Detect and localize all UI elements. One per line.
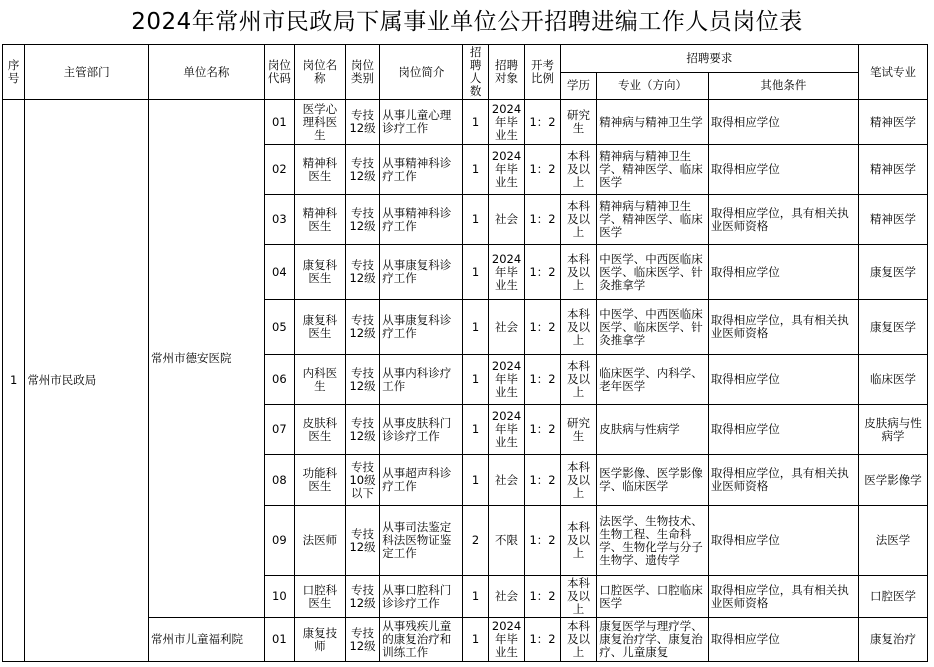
header-requirements: 招聘要求 bbox=[560, 45, 858, 73]
post-target: 社会 bbox=[488, 195, 525, 245]
post-ratio: 1：2 bbox=[525, 576, 560, 618]
header-post-name: 岗位名称 bbox=[295, 45, 346, 100]
post-target: 2024年毕业生 bbox=[488, 405, 525, 455]
post-target: 2024年毕业生 bbox=[488, 145, 525, 195]
post-type: 专技12级 bbox=[345, 245, 379, 300]
positions-table bbox=[2, 44, 928, 662]
post-exam: 医学影像学 bbox=[858, 455, 927, 506]
post-count: 1 bbox=[463, 576, 488, 618]
post-desc: 从事精神科诊疗工作 bbox=[380, 195, 463, 245]
dept-cell: 常州市民政局 bbox=[25, 100, 149, 662]
post-desc: 从事皮肤科门诊诊疗工作 bbox=[380, 405, 463, 455]
header-exam: 笔试专业 bbox=[858, 45, 927, 100]
post-count: 1 bbox=[463, 455, 488, 506]
post-ratio: 1：2 bbox=[525, 245, 560, 300]
post-edu: 本科及以上 bbox=[560, 455, 597, 506]
post-desc: 从事口腔科门诊诊疗工作 bbox=[380, 576, 463, 618]
post-major: 医学影像、医学影像学、临床医学 bbox=[597, 455, 709, 506]
post-edu: 本科及以上 bbox=[560, 195, 597, 245]
header-post-code: 岗位代码 bbox=[264, 45, 294, 100]
post-ratio: 1：2 bbox=[525, 195, 560, 245]
post-other: 取得相应学位 bbox=[708, 405, 858, 455]
header-post-type: 岗位类别 bbox=[345, 45, 379, 100]
post-edu: 研究生 bbox=[560, 100, 597, 145]
post-count: 1 bbox=[463, 100, 488, 145]
post-count: 1 bbox=[463, 618, 488, 662]
post-code: 10 bbox=[264, 576, 294, 618]
post-edu: 研究生 bbox=[560, 405, 597, 455]
post-name: 康复科医生 bbox=[295, 245, 346, 300]
post-count: 2 bbox=[463, 506, 488, 576]
post-target: 社会 bbox=[488, 576, 525, 618]
header-target: 招聘对象 bbox=[488, 45, 525, 100]
post-major: 法医学、生物技术、生物工程、生命科学、生物化学与分子生物学、遗传学 bbox=[597, 506, 709, 576]
post-major: 中医学、中西医临床医学、临床医学、针灸推拿学 bbox=[597, 300, 709, 355]
post-count: 1 bbox=[463, 355, 488, 405]
post-name: 医学心理科医生 bbox=[295, 100, 346, 145]
post-code: 02 bbox=[264, 145, 294, 195]
post-code: 05 bbox=[264, 300, 294, 355]
post-edu: 本科及以上 bbox=[560, 355, 597, 405]
post-name: 康复技师 bbox=[295, 618, 346, 662]
post-exam: 口腔医学 bbox=[858, 576, 927, 618]
post-type: 专技12级 bbox=[345, 355, 379, 405]
post-exam: 临床医学 bbox=[858, 355, 927, 405]
header-edu: 学历 bbox=[560, 72, 597, 100]
post-ratio: 1：2 bbox=[525, 618, 560, 662]
post-name: 康复科医生 bbox=[295, 300, 346, 355]
post-exam: 康复医学 bbox=[858, 245, 927, 300]
post-edu: 本科及以上 bbox=[560, 300, 597, 355]
post-target: 2024年毕业生 bbox=[488, 618, 525, 662]
post-other: 取得相应学位，具有相关执业医师资格 bbox=[708, 576, 858, 618]
post-edu: 本科及以上 bbox=[560, 576, 597, 618]
post-ratio: 1：2 bbox=[525, 145, 560, 195]
post-other: 取得相应学位，具有相关执业医师资格 bbox=[708, 195, 858, 245]
post-edu: 本科及以上 bbox=[560, 145, 597, 195]
post-ratio: 1：2 bbox=[525, 100, 560, 145]
post-name: 口腔科医生 bbox=[295, 576, 346, 618]
post-count: 1 bbox=[463, 245, 488, 300]
post-desc: 从事内科诊疗工作 bbox=[380, 355, 463, 405]
post-other: 取得相应学位，具有相关执业医师资格 bbox=[708, 455, 858, 506]
post-exam: 精神医学 bbox=[858, 195, 927, 245]
seq-cell: 1 bbox=[3, 100, 25, 662]
post-count: 1 bbox=[463, 405, 488, 455]
post-type: 专技12级 bbox=[345, 100, 379, 145]
post-major: 精神病与精神卫生学 bbox=[597, 100, 709, 145]
post-other: 取得相应学位 bbox=[708, 100, 858, 145]
post-target: 不限 bbox=[488, 506, 525, 576]
header-other: 其他条件 bbox=[708, 72, 858, 100]
post-name: 法医师 bbox=[295, 506, 346, 576]
post-exam: 精神医学 bbox=[858, 145, 927, 195]
post-other: 取得相应学位 bbox=[708, 145, 858, 195]
post-edu: 本科及以上 bbox=[560, 618, 597, 662]
post-code: 06 bbox=[264, 355, 294, 405]
post-major: 中医学、中西医临床医学、临床医学、针灸推拿学 bbox=[597, 245, 709, 300]
header-seq: 序号 bbox=[3, 45, 25, 100]
post-name: 功能科医生 bbox=[295, 455, 346, 506]
post-exam: 皮肤病与性病学 bbox=[858, 405, 927, 455]
post-type: 专技12级 bbox=[345, 506, 379, 576]
header-major: 专业（方向） bbox=[597, 72, 709, 100]
post-target: 社会 bbox=[488, 300, 525, 355]
post-desc: 从事司法鉴定科法医物证鉴定工作 bbox=[380, 506, 463, 576]
post-ratio: 1：2 bbox=[525, 355, 560, 405]
post-exam: 康复治疗 bbox=[858, 618, 927, 662]
post-exam: 精神医学 bbox=[858, 100, 927, 145]
header-dept: 主管部门 bbox=[25, 45, 149, 100]
post-other: 取得相应学位 bbox=[708, 245, 858, 300]
post-desc: 从事精神科诊疗工作 bbox=[380, 145, 463, 195]
post-ratio: 1：2 bbox=[525, 455, 560, 506]
post-code: 08 bbox=[264, 455, 294, 506]
post-type: 专技12级 bbox=[345, 300, 379, 355]
post-desc: 从事康复科诊疗工作 bbox=[380, 245, 463, 300]
post-type: 专技12级 bbox=[345, 405, 379, 455]
post-major: 临床医学、内科学、老年医学 bbox=[597, 355, 709, 405]
post-name: 精神科医生 bbox=[295, 195, 346, 245]
post-desc: 从事康复科诊疗工作 bbox=[380, 300, 463, 355]
post-code: 07 bbox=[264, 405, 294, 455]
post-code: 01 bbox=[264, 100, 294, 145]
post-edu: 本科及以上 bbox=[560, 506, 597, 576]
post-count: 1 bbox=[463, 195, 488, 245]
post-other: 取得相应学位 bbox=[708, 506, 858, 576]
post-major: 皮肤病与性病学 bbox=[597, 405, 709, 455]
post-name: 内科医生 bbox=[295, 355, 346, 405]
post-count: 1 bbox=[463, 145, 488, 195]
unit-cell: 常州市儿童福利院 bbox=[149, 618, 265, 662]
post-type: 专技12级 bbox=[345, 145, 379, 195]
unit-cell: 常州市德安医院 bbox=[149, 100, 265, 618]
post-desc: 从事残疾儿童的康复治疗和训练工作 bbox=[380, 618, 463, 662]
post-type: 专技12级 bbox=[345, 618, 379, 662]
post-name: 皮肤科医生 bbox=[295, 405, 346, 455]
post-major: 康复医学与理疗学、康复治疗学、康复治疗、儿童康复 bbox=[597, 618, 709, 662]
post-other: 取得相应学位，具有相关执业医师资格 bbox=[708, 300, 858, 355]
header-post-desc: 岗位简介 bbox=[380, 45, 463, 100]
post-desc: 从事儿童心理诊疗工作 bbox=[380, 100, 463, 145]
post-exam: 康复医学 bbox=[858, 300, 927, 355]
post-type: 专技10级以下 bbox=[345, 455, 379, 506]
post-edu: 本科及以上 bbox=[560, 245, 597, 300]
post-target: 社会 bbox=[488, 455, 525, 506]
post-ratio: 1：2 bbox=[525, 405, 560, 455]
header-count: 招聘人数 bbox=[463, 45, 488, 100]
post-target: 2024年毕业生 bbox=[488, 245, 525, 300]
post-type: 专技12级 bbox=[345, 195, 379, 245]
header-unit: 单位名称 bbox=[149, 45, 265, 100]
page-title: 2024年常州市民政局下属事业单位公开招聘进编工作人员岗位表 bbox=[131, 9, 803, 35]
post-code: 01 bbox=[264, 618, 294, 662]
table-row bbox=[3, 100, 928, 145]
post-code: 09 bbox=[264, 506, 294, 576]
post-type: 专技12级 bbox=[345, 576, 379, 618]
post-ratio: 1：2 bbox=[525, 506, 560, 576]
post-major: 口腔医学、口腔临床医学 bbox=[597, 576, 709, 618]
post-major: 精神病与精神卫生学、精神医学、临床医学 bbox=[597, 195, 709, 245]
post-count: 1 bbox=[463, 300, 488, 355]
post-desc: 从事超声科诊疗工作 bbox=[380, 455, 463, 506]
post-target: 2024年毕业生 bbox=[488, 100, 525, 145]
post-other: 取得相应学位 bbox=[708, 618, 858, 662]
post-name: 精神科医生 bbox=[295, 145, 346, 195]
header-ratio: 开考比例 bbox=[525, 45, 560, 100]
post-code: 04 bbox=[264, 245, 294, 300]
post-other: 取得相应学位 bbox=[708, 355, 858, 405]
post-target: 2024年毕业生 bbox=[488, 355, 525, 405]
post-exam: 法医学 bbox=[858, 506, 927, 576]
post-ratio: 1：2 bbox=[525, 300, 560, 355]
post-code: 03 bbox=[264, 195, 294, 245]
post-major: 精神病与精神卫生学、精神医学、临床医学 bbox=[597, 145, 709, 195]
